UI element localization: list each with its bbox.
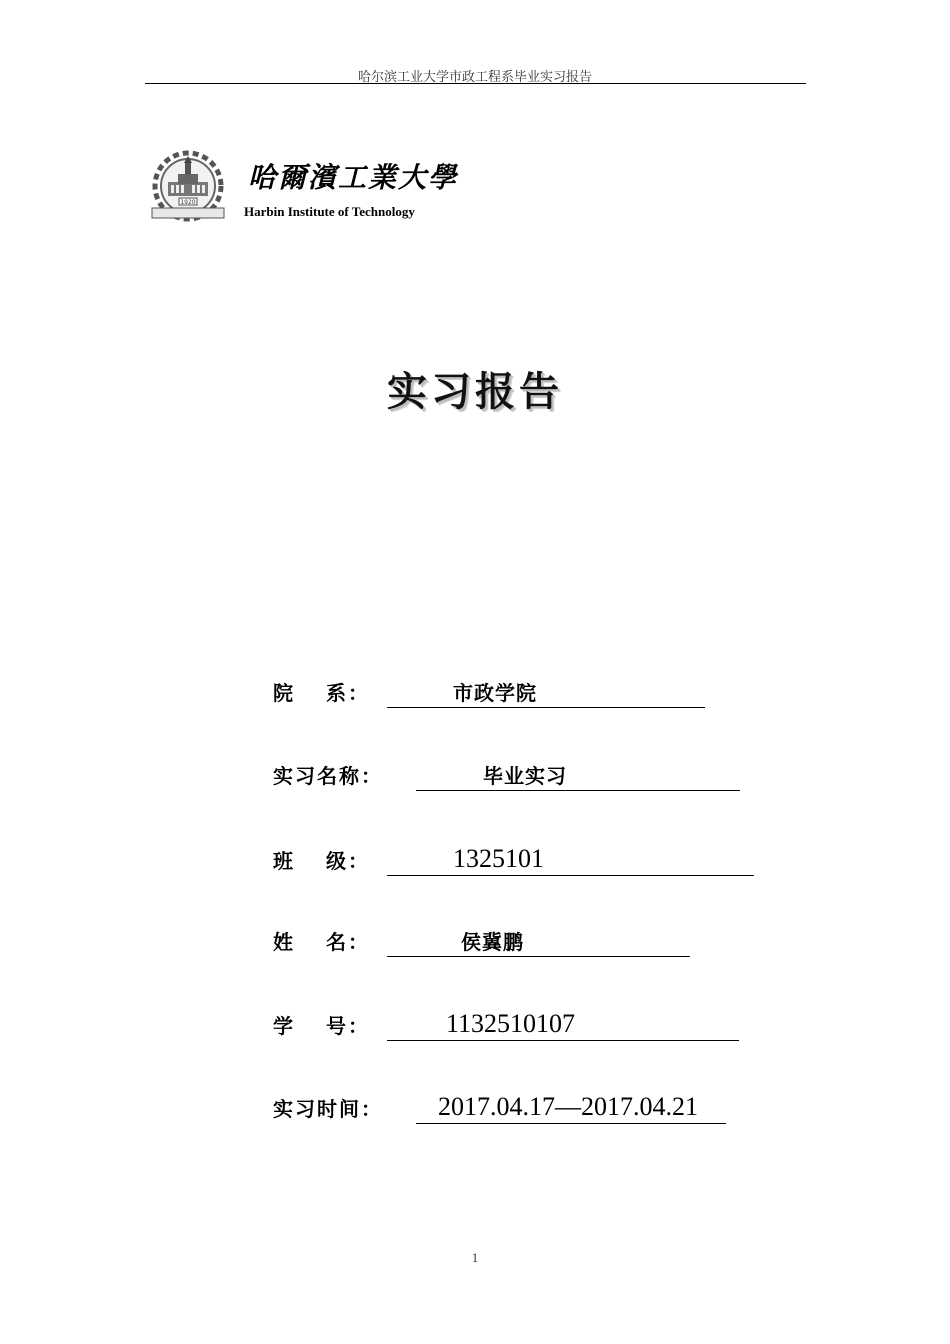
- department-field: [273, 676, 713, 712]
- department-value: 市政学院: [453, 681, 537, 705]
- name-label: 姓 名：: [273, 930, 370, 954]
- header-divider: [145, 83, 806, 84]
- department-underline: [387, 707, 705, 708]
- period-field: [273, 1092, 733, 1128]
- internship-name-value: 毕业实习: [483, 764, 567, 788]
- logo-year: 1920: [180, 199, 196, 206]
- header-title: 哈尔滨工业大学市政工程系毕业实习报告: [357, 70, 592, 85]
- university-name-cn: 哈爾濱工業大學: [248, 161, 459, 194]
- period-underline: [416, 1123, 726, 1124]
- student-id-value: 1132510107: [446, 1009, 576, 1038]
- report-title: 实习报告: [387, 369, 563, 415]
- name-underline: [387, 956, 690, 957]
- university-name-en: Harbin Institute of Technology: [244, 204, 415, 219]
- name-field: [273, 925, 693, 961]
- student-id-underline: [387, 1040, 739, 1041]
- student-id-label: 学 号：: [273, 1014, 370, 1038]
- internship-name-field: [273, 759, 743, 795]
- department-label: 院 系：: [273, 681, 370, 705]
- name-value: 侯冀鹏: [461, 930, 524, 954]
- internship-name-label: 实习名称：: [273, 764, 383, 788]
- class-label: 班 级：: [273, 849, 370, 873]
- period-value: 2017.04.17—2017.04.21: [438, 1092, 698, 1121]
- class-value: 1325101: [453, 844, 544, 873]
- internship-name-underline: [416, 790, 740, 791]
- page-number: 1: [471, 1250, 479, 1265]
- class-field: [273, 844, 758, 880]
- class-underline: [387, 875, 754, 876]
- hit-emblem-icon: [148, 150, 228, 222]
- student-id-field: [273, 1009, 743, 1045]
- period-label: 实习时间：: [273, 1097, 383, 1121]
